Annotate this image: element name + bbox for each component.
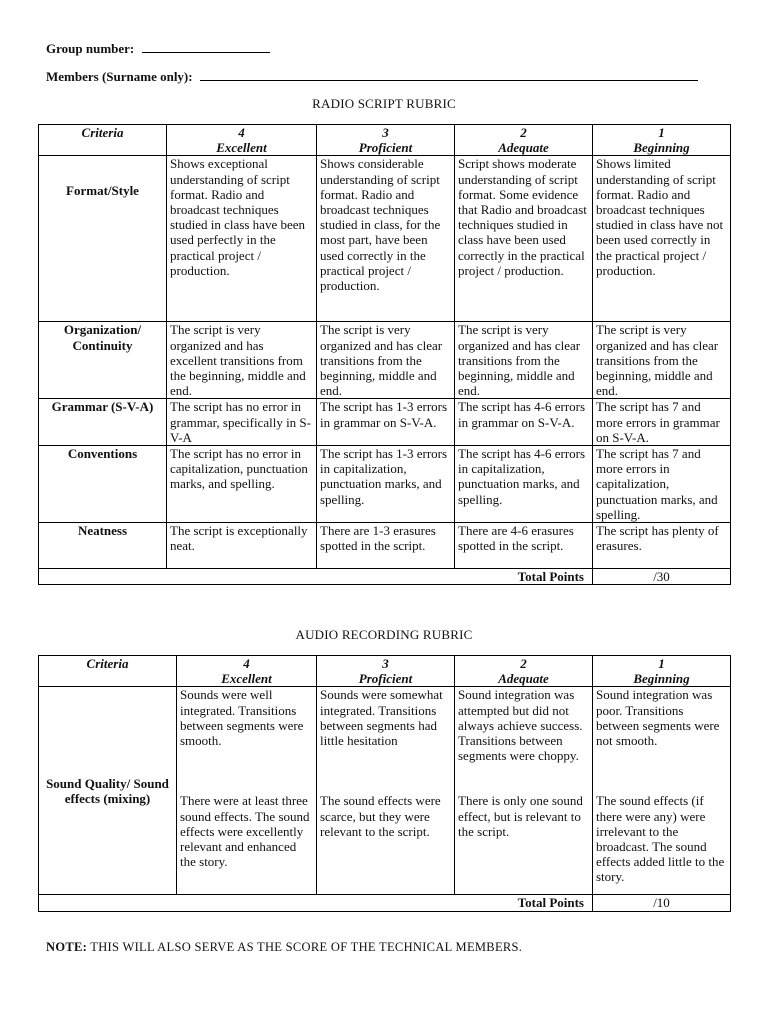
rubric-cell (455, 687, 593, 895)
total-points-value: /30 (593, 569, 731, 585)
rubric-cell: The script is very organized and has excellent transitions from the beginning, middle and end. (167, 322, 317, 399)
level-header-excellent: 4 Excellent (167, 125, 317, 156)
rubric-cell: Shows exceptional understanding of script format. Radio and broadcast techniques studied in class have been used perfectly in the practical project / production. (167, 156, 317, 322)
note-label: NOTE: (46, 940, 88, 954)
rubric-cell: There are 1-3 erasures spotted in the script. (317, 523, 455, 569)
total-points-label: Total Points (39, 569, 593, 585)
rubric-cell: The script has 7 and more errors in capitalization, punctuation marks, and spelling. (593, 446, 731, 523)
rubric-cell-part: The sound effects were scarce, but they were relevant to the script. (320, 793, 441, 839)
rubric-cell (177, 687, 317, 895)
rubric-cell: Shows considerable understanding of script format. Radio and broadcast techniques studied in class, for the most part, have been used correctly in the practical project / production. (317, 156, 455, 322)
rubric-cell-part: The sound effects (if there were any) were irrelevant to the broadcast. The sound effects added little to the story. (596, 793, 725, 885)
rubric-cell: There are 4-6 erasures spotted in the script. (455, 523, 593, 569)
level-header-beginning: 1 Beginning (593, 125, 731, 156)
rubric-cell-part: There is only one sound effect, but is relevant to the script. (458, 793, 583, 839)
criteria-grammar: Grammar (S-V-A) (39, 399, 167, 446)
level-header-excellent: 4 Excellent (177, 656, 317, 687)
rubric-cell: The script has plenty of erasures. (593, 523, 731, 569)
audio-header-row (39, 656, 731, 687)
table-row (39, 322, 731, 399)
rubric-cell: The script is very organized and has clear transitions from the beginning, middle and end. (593, 322, 731, 399)
criteria-neatness: Neatness (39, 523, 167, 569)
group-number-label: Group number: (46, 41, 135, 56)
rubric-cell: The script is very organized and has clear transitions from the beginning, middle and end. (455, 322, 593, 399)
rubric-cell (593, 687, 731, 895)
table-row (39, 687, 731, 895)
criteria-format-style: Format/Style (39, 156, 167, 322)
rubric-cell-part: Sound integration was poor. Transitions between segments were not smooth. (596, 687, 720, 749)
rubric-cell-part: Sounds were well integrated. Transitions between segments were smooth. (180, 687, 304, 749)
group-number-blank[interactable] (142, 40, 270, 53)
rubric-cell: Script shows moderate understanding of script format. Some evidence that Radio and broadcast techniques studied in class have been used correctly in the practical project / production. (455, 156, 593, 322)
audio-rubric-title: AUDIO RECORDING RUBRIC (295, 627, 473, 642)
rubric-cell: The script has 4-6 errors in capitalization, punctuation marks, and spelling. (455, 446, 593, 523)
criteria-conventions: Conventions (39, 446, 167, 523)
table-row (39, 523, 731, 569)
members-blank[interactable] (200, 68, 698, 81)
note (46, 940, 522, 955)
criteria-header: Criteria (39, 656, 177, 687)
criteria-organization: Organization/ Continuity (39, 322, 167, 399)
members-field (46, 68, 698, 85)
audio-rubric-table (38, 655, 731, 912)
level-header-beginning: 1 Beginning (593, 656, 731, 687)
rubric-cell: The script has 7 and more errors in grammar on S-V-A. (593, 399, 731, 446)
total-row (39, 569, 731, 585)
table-row (39, 156, 731, 322)
rubric-cell: The script has 4-6 errors in grammar on S-V-A. (455, 399, 593, 446)
note-text: THIS WILL ALSO SERVE AS THE SCORE OF THE TECHNICAL MEMBERS. (90, 940, 523, 954)
radio-rubric-table (38, 124, 731, 585)
table-row (39, 399, 731, 446)
rubric-cell: The script has 1-3 errors in capitalization, punctuation marks, and spelling. (317, 446, 455, 523)
table-row (39, 446, 731, 523)
group-number-field (46, 40, 270, 57)
level-header-proficient: 3 Proficient (317, 125, 455, 156)
total-points-label: Total Points (39, 895, 593, 911)
level-header-proficient: 3 Proficient (317, 656, 455, 687)
rubric-cell: The script is exceptionally neat. (167, 523, 317, 569)
rubric-cell: Shows limited understanding of script format. Radio and broadcast techniques studied in class have not been used correctly in the practical project / production. (593, 156, 731, 322)
radio-header-row (39, 125, 731, 156)
total-row (39, 895, 731, 911)
rubric-cell: The script is very organized and has clear transitions from the beginning, middle and end. (317, 322, 455, 399)
rubric-cell: The script has 1-3 errors in grammar on S-V-A. (317, 399, 455, 446)
radio-rubric-title: RADIO SCRIPT RUBRIC (312, 96, 456, 111)
level-header-adequate: 2 Adequate (455, 125, 593, 156)
rubric-cell-part: Sounds were somewhat integrated. Transitions between segments had little hesitation (320, 687, 443, 749)
criteria-sound-quality: Sound Quality/ Sound effects (mixing) (39, 687, 177, 895)
rubric-cell-part: There were at least three sound effects. The sound effects were excellently relevant and enhanced the story. (180, 793, 310, 870)
total-points-value: /10 (593, 895, 731, 911)
criteria-header: Criteria (39, 125, 167, 156)
members-label: Members (Surname only): (46, 69, 193, 84)
rubric-cell-part: Sound integration was attempted but did not always achieve success. Transitions between segments were choppy. (458, 687, 583, 764)
rubric-cell: The script has no error in capitalization, punctuation marks, and spelling. (167, 446, 317, 523)
level-header-adequate: 2 Adequate (455, 656, 593, 687)
rubric-cell (317, 687, 455, 895)
rubric-cell: The script has no error in grammar, specifically in S-V-A (167, 399, 317, 446)
